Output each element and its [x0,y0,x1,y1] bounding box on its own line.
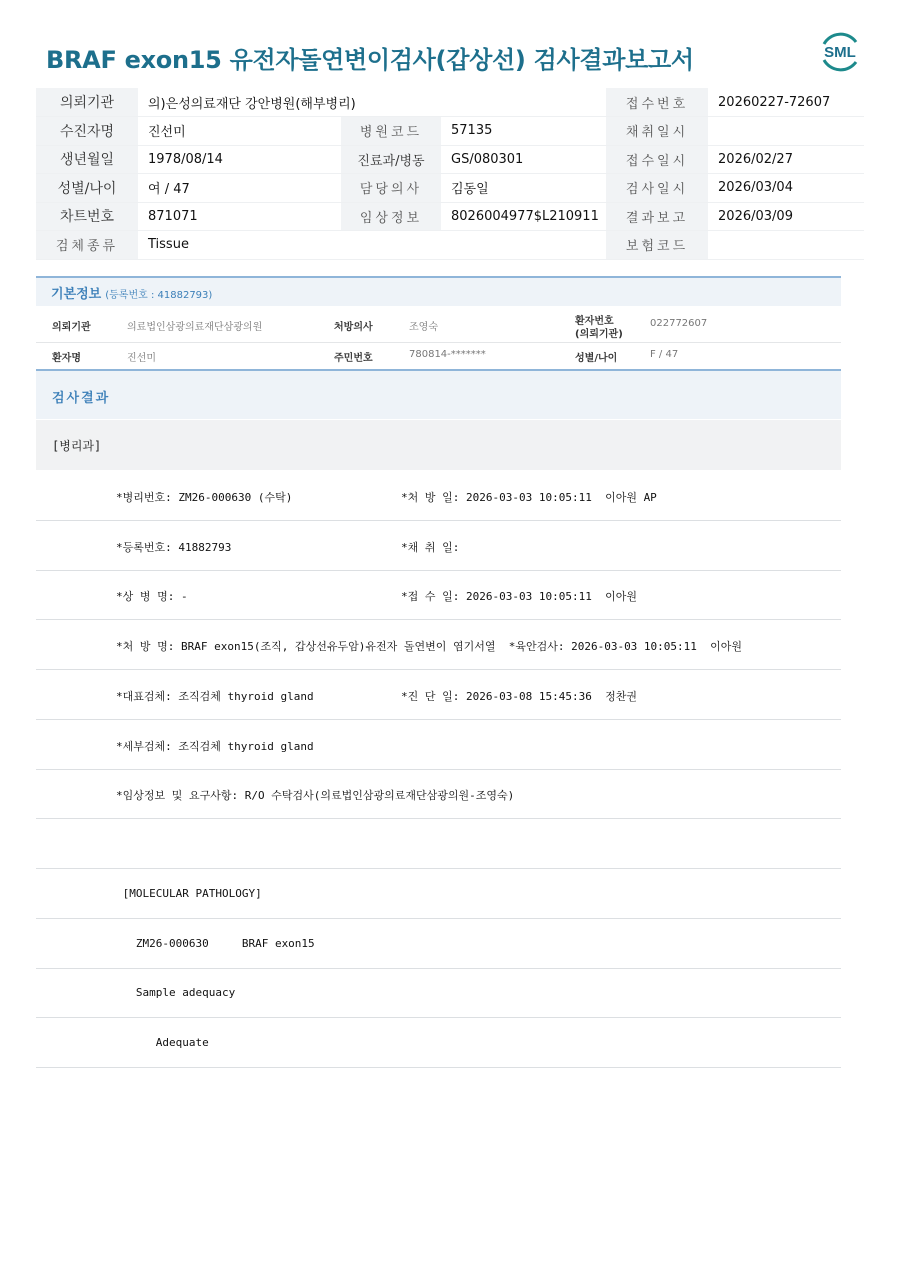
result-text-left: *등록번호: 41882793 [116,541,232,554]
result-row [36,919,841,969]
sex-age-label: 성별/나이 [36,174,138,203]
results-header [36,369,841,419]
patient-label: 수진자명 [36,117,138,146]
receive-date-label: 접수일시 [606,145,708,174]
sml-logo [818,30,862,74]
name-label: 환자명 [52,353,81,364]
test-date-value: 2026/03/04 [708,174,864,203]
result-row [36,620,841,670]
clinical-value: 8026004977$L210911 [441,202,606,231]
result-text-right: *채 취 일: [401,541,460,554]
hospital-code-label: 병원코드 [341,117,441,146]
report-title: BRAF exon15 유전자돌연변이검사(갑상선) 검사결과보고서 [46,46,694,74]
report-date-value: 2026/03/09 [708,202,864,231]
results-title: 검사결과 [52,391,111,406]
chart-label: 차트번호 [36,202,138,231]
result-row-empty [36,819,841,869]
pathology-section-label: [병리과] [52,439,102,453]
dob-label: 생년월일 [36,145,138,174]
pathology-section [36,420,841,470]
result-row [36,1018,841,1068]
chart-value: 871071 [138,202,341,231]
result-text-left: *세부검체: 조직검체 thyroid gland [116,740,314,753]
result-text-left: *처 방 명: BRAF exon15(조직, 갑상선유두암)유전자 돌연변이 염기서열 *육안검사: 2026-03-03 10:05:11 이아원 [116,640,743,653]
registration-number: (등록번호 : 41882793) [105,290,213,301]
result-row [36,769,841,819]
result-text-right: *처 방 일: 2026-03-03 10:05:11 이아원 AP [401,491,657,504]
doctor-label: 담당의사 [341,174,441,203]
institution-label: 의뢰기관 [36,88,138,117]
clinical-label: 임상정보 [341,202,441,231]
result-row [36,471,841,521]
patient-no-value: 022772607 [650,318,708,329]
result-text-left: *임상정보 및 요구사항: R/O 수탁검사(의료법인삼광의료재단삼광의원-조영숙) [116,789,515,802]
dept-label: 진료과/병동 [341,145,441,174]
institution-value: 의)은성의료재단 강안병원(해부병리) [138,88,606,117]
result-row [36,720,841,770]
prescriber-label: 처방의사 [334,322,373,333]
basic-info-row-2 [36,343,841,369]
patient-no-label-1: 환자번호 [575,316,614,327]
patient-value: 진선미 [138,117,341,146]
result-row [36,968,841,1018]
basic-info-row-1 [36,307,841,343]
test-date-label: 검사일시 [606,174,708,203]
resident-id-value: 780814-******* [409,349,486,360]
specimen-label: 검체종류 [36,231,138,260]
result-row [36,570,841,620]
patient-no-label-2: (의뢰기관) [575,329,623,340]
collect-date-label: 채취일시 [606,117,708,146]
specimen-value: Tissue [138,231,606,260]
result-text-right: *진 단 일: 2026-03-08 15:45:36 정찬권 [401,690,637,703]
result-text-left: *병리번호: ZM26-000630 (수탁) [116,491,293,504]
insurance-value [708,231,864,260]
inst-label: 의뢰기관 [52,322,91,333]
sex-label: 성별/나이 [575,353,618,364]
test-id-line: ZM26-000630 BRAF exon15 [116,937,315,950]
receive-date-value: 2026/02/27 [708,145,864,174]
molecular-pathology-heading: [MOLECULAR PATHOLOGY] [116,887,262,900]
report-date-label: 결과보고 [606,202,708,231]
doctor-value: 김동일 [441,174,606,203]
accession-label: 접수번호 [606,88,708,117]
result-row [36,869,841,919]
prescriber-value: 조영숙 [409,322,438,333]
dept-value: GS/080301 [441,145,606,174]
sex-value: F / 47 [650,349,679,360]
svg-text:SML: SML [824,44,856,61]
insurance-label: 보험코드 [606,231,708,260]
resident-id-label: 주민번호 [334,353,373,364]
collect-date-value [708,117,864,146]
accession-value: 20260227-72607 [708,88,864,117]
result-text-right: *접 수 일: 2026-03-03 10:05:11 이아원 [401,590,637,603]
sample-adequacy-label: Sample adequacy [116,986,236,999]
basic-info-header [36,276,841,306]
inst-value: 의료법인삼광의료재단삼광의원 [127,322,263,333]
result-row [36,521,841,571]
result-row [36,670,841,720]
header-info-table [36,88,864,260]
sex-age-value: 여 / 47 [138,174,341,203]
result-text-left: *대표검체: 조직검체 thyroid gland [116,690,314,703]
name-value: 진선미 [127,353,156,364]
dob-value: 1978/08/14 [138,145,341,174]
result-text-left: *상 병 명: - [116,590,188,603]
basic-info-title: 기본정보 [51,287,102,302]
sample-adequacy-value: Adequate [116,1036,209,1049]
hospital-code-value: 57135 [441,117,606,146]
